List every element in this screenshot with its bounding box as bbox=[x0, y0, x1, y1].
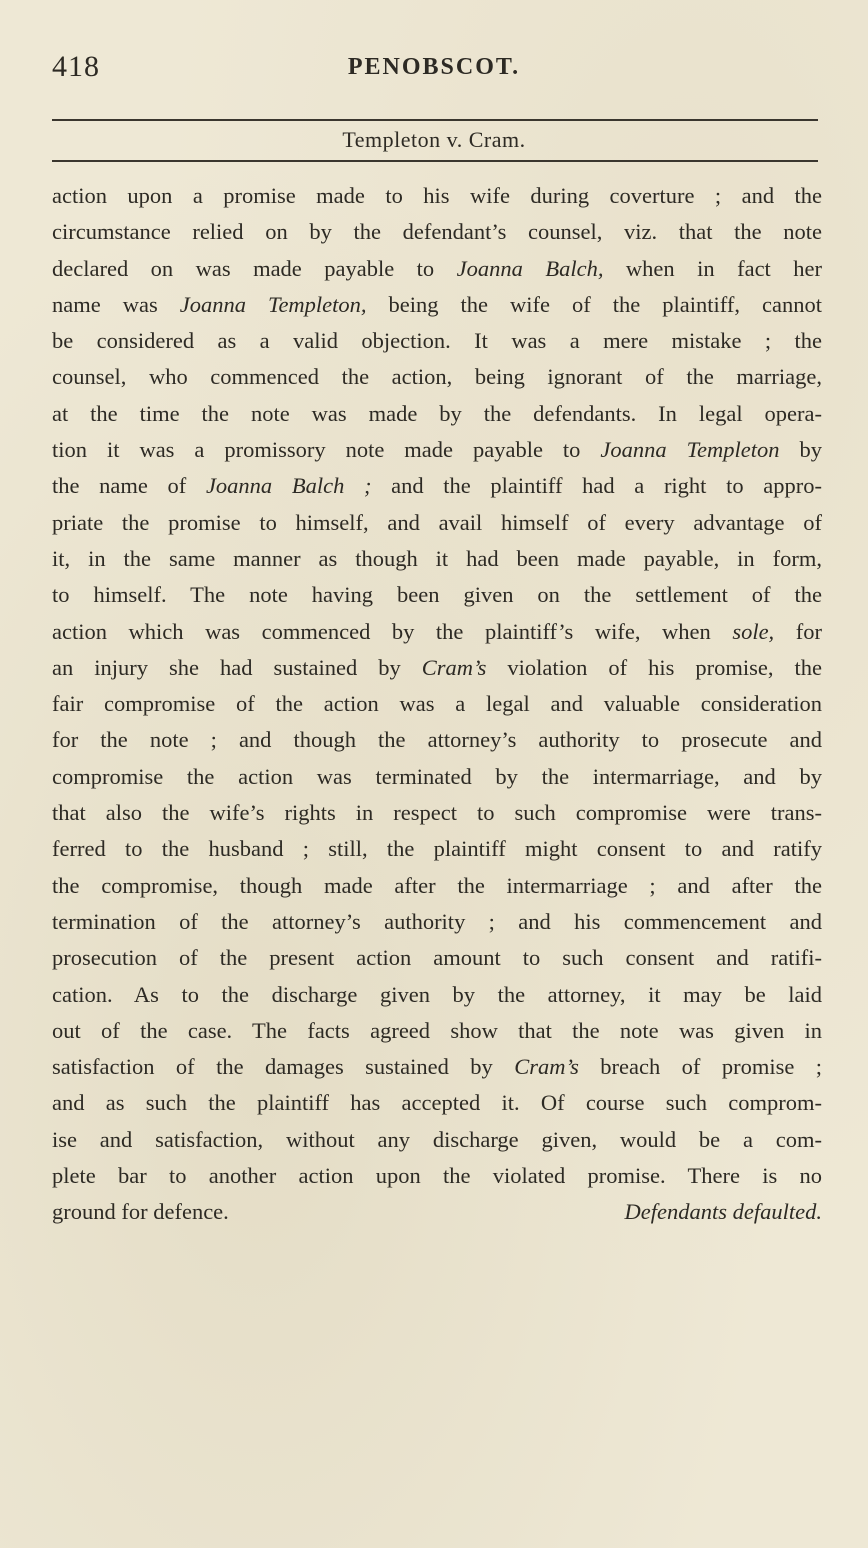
text-segment: being the wife of the plaintiff, cannot bbox=[366, 291, 822, 317]
page-number: 418 bbox=[52, 50, 100, 83]
text-segment: and as such the plaintiff has accepted it. Of course such comprom- bbox=[52, 1090, 822, 1116]
text-segment: ferred to the husband ; still, the plaintiff might consent to and ratify bbox=[52, 836, 822, 862]
text-line bbox=[52, 795, 822, 831]
text-line bbox=[52, 396, 822, 432]
text-line bbox=[52, 1085, 822, 1121]
judgment-text: Defendants defaulted. bbox=[624, 1199, 822, 1225]
italic-text: Joanna Balch ; bbox=[205, 473, 372, 499]
text-segment: for bbox=[774, 618, 822, 644]
final-line-text: ground for defence. bbox=[52, 1199, 229, 1225]
text-line bbox=[52, 432, 822, 468]
text-segment: that also the wife’s rights in respect to such compromise were trans- bbox=[52, 800, 822, 826]
italic-text: Joanna Templeton bbox=[600, 437, 780, 463]
text-segment: termination of the attorney’s authority ; and his commencement and bbox=[52, 908, 822, 934]
text-line bbox=[52, 940, 822, 976]
text-segment: action which was commenced by the plaintiff’s wife, when bbox=[52, 618, 733, 644]
text-line bbox=[52, 359, 822, 395]
text-line bbox=[52, 868, 822, 904]
italic-text: Cram’s bbox=[514, 1054, 579, 1080]
text-segment: to himself. The note having been given on the settlement of the bbox=[52, 582, 822, 608]
text-segment: action upon a promise made to his wife during coverture ; and the bbox=[52, 183, 822, 208]
text-line bbox=[52, 1122, 822, 1158]
text-line bbox=[52, 614, 822, 650]
text-segment: an injury she had sustained by bbox=[52, 654, 422, 680]
text-segment: tion it was a promissory note made payable to bbox=[52, 437, 601, 463]
text-segment: plete bar to another action upon the violated promise. There is no bbox=[52, 1163, 822, 1189]
text-line bbox=[52, 541, 822, 577]
running-head: PENOBSCOT. bbox=[347, 54, 521, 80]
text-line bbox=[52, 214, 822, 250]
text-segment: name was bbox=[52, 291, 180, 317]
italic-text: Joanna Templeton, bbox=[179, 291, 367, 317]
text-segment: breach of promise ; bbox=[578, 1054, 823, 1080]
text-line bbox=[52, 722, 822, 758]
text-segment: and the plaintiff had a right to appro- bbox=[371, 473, 822, 499]
text-segment: the compromise, though made after the intermarriage ; and after the bbox=[52, 872, 822, 898]
text-segment: it, in the same manner as though it had been made payable, in form, bbox=[52, 545, 822, 571]
text-segment: by bbox=[779, 437, 822, 463]
text-segment: satisfaction of the damages sustained by bbox=[52, 1054, 515, 1080]
text-line bbox=[52, 904, 822, 940]
header-rule-top bbox=[52, 119, 818, 121]
text-line bbox=[52, 505, 822, 541]
text-segment: cation. As to the discharge given by the attorney, it may be laid bbox=[52, 981, 822, 1007]
text-line bbox=[52, 468, 822, 504]
text-segment: declared on was made payable to bbox=[52, 255, 457, 281]
text-line bbox=[52, 977, 822, 1013]
text-line bbox=[52, 287, 822, 323]
text-segment: the name of bbox=[52, 473, 206, 499]
text-segment: ise and satisfaction, without any discharge given, would be a com- bbox=[52, 1126, 822, 1152]
final-line bbox=[52, 1194, 822, 1230]
italic-text: Joanna Balch, bbox=[456, 255, 604, 281]
text-line bbox=[52, 323, 822, 359]
text-segment: violation of his promise, the bbox=[486, 654, 823, 680]
body-text bbox=[52, 178, 822, 1231]
text-line bbox=[52, 251, 822, 287]
text-segment: at the time the note was made by the defendants. In legal opera- bbox=[52, 400, 822, 426]
text-line bbox=[52, 831, 822, 867]
case-title: Templeton v. Cram. bbox=[342, 127, 526, 152]
text-line bbox=[52, 650, 822, 686]
text-line bbox=[52, 1158, 822, 1194]
header-rule-bottom bbox=[52, 160, 818, 162]
text-line bbox=[52, 759, 822, 795]
text-line bbox=[52, 577, 822, 613]
text-segment: prosecution of the present action amount to such consent and ratifi- bbox=[52, 945, 822, 971]
text-line bbox=[52, 686, 822, 722]
italic-text: sole, bbox=[732, 618, 775, 644]
text-line bbox=[52, 1049, 822, 1085]
text-segment: out of the case. The facts agreed show that the note was given in bbox=[52, 1017, 822, 1043]
text-segment: for the note ; and though the attorney’s authority to prosecute and bbox=[52, 727, 822, 753]
text-segment: priate the promise to himself, and avail himself of every advantage of bbox=[52, 509, 822, 535]
text-segment: be considered as a valid objection. It was a mere mistake ; the bbox=[52, 328, 822, 354]
text-line bbox=[52, 1013, 822, 1049]
italic-text: Cram’s bbox=[421, 654, 487, 680]
text-segment: when in fact her bbox=[603, 255, 823, 281]
text-line bbox=[52, 178, 822, 214]
text-segment: circumstance relied on by the defendant’s counsel, viz. that the note bbox=[52, 219, 822, 245]
text-segment: counsel, who commenced the action, being ignorant of the marriage, bbox=[52, 364, 822, 390]
text-segment: fair compromise of the action was a legal and valuable consideration bbox=[52, 691, 822, 717]
text-segment: compromise the action was terminated by the intermarriage, and by bbox=[52, 763, 822, 789]
